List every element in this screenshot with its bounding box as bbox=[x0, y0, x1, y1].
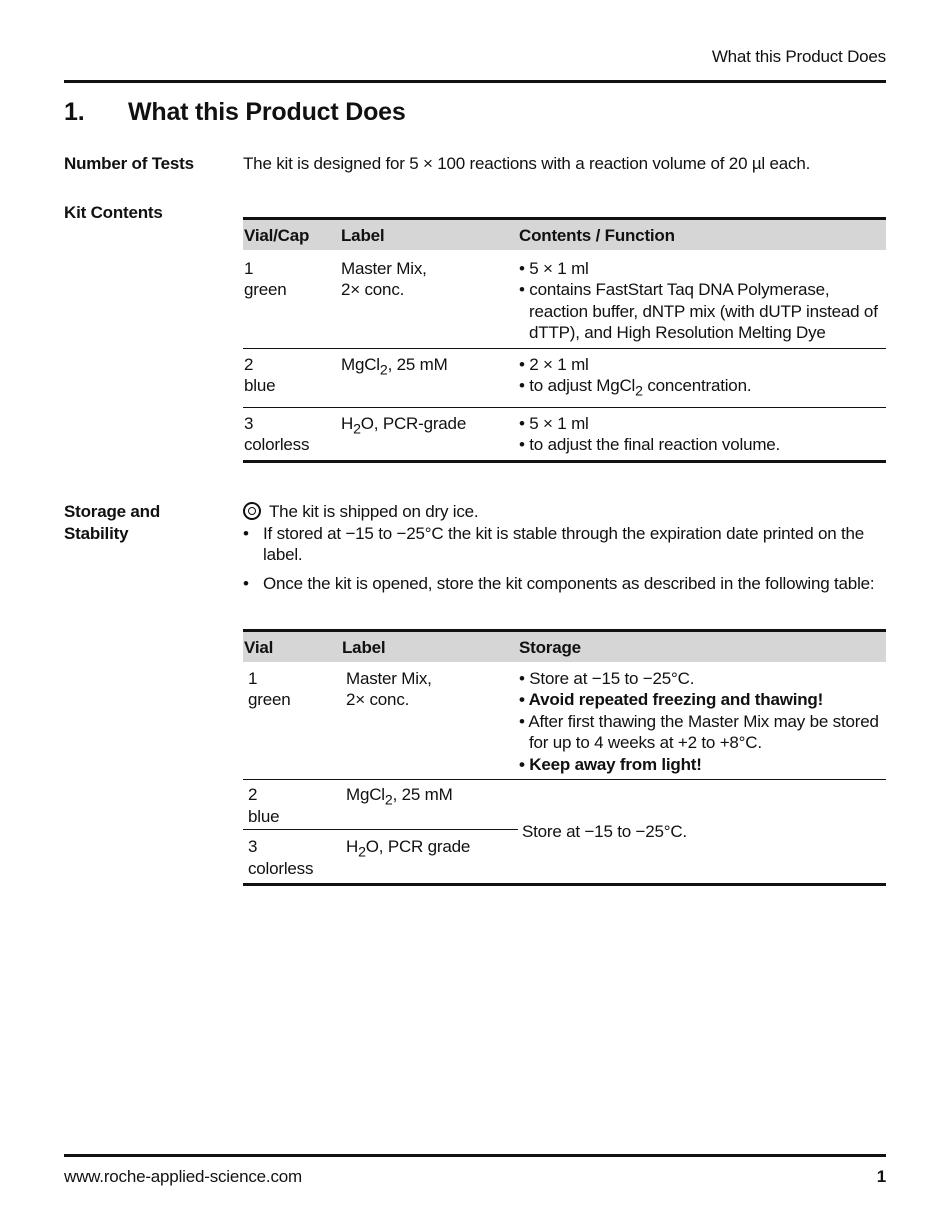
storage-bullet: • Once the kit is opened, store the kit components as described in the following table: bbox=[243, 573, 886, 595]
vial-number: 2 bbox=[244, 354, 254, 374]
storage-label-line: Stability bbox=[64, 523, 129, 543]
storage-table bbox=[243, 629, 886, 886]
kit-contents-table-wrap bbox=[243, 217, 886, 463]
label-part: H bbox=[341, 413, 354, 433]
magnifier-icon bbox=[243, 502, 261, 520]
content-item: • 5 × 1 ml bbox=[519, 258, 886, 280]
label-text bbox=[341, 830, 518, 885]
number-of-tests-label: Number of Tests bbox=[64, 154, 194, 173]
label-part: H bbox=[346, 837, 359, 856]
content-item: • to adjust the final reaction volume. bbox=[519, 434, 886, 456]
storage-text bbox=[243, 501, 886, 594]
col-header: Contents / Function bbox=[518, 219, 886, 250]
label-subscript: 2 bbox=[384, 792, 393, 809]
col-header: Label bbox=[341, 631, 518, 662]
section-number: 1. bbox=[64, 98, 85, 126]
label-text: Master Mix, bbox=[341, 258, 427, 278]
content-item bbox=[519, 375, 886, 403]
cap-color: blue bbox=[248, 806, 280, 826]
table-header bbox=[243, 631, 886, 662]
label-part: MgCl bbox=[341, 354, 380, 374]
vial-number: 3 bbox=[248, 837, 258, 856]
kit-contents-table bbox=[243, 217, 886, 463]
vial-number: 1 bbox=[244, 258, 254, 278]
storage-item: • After first thawing the Master Mix may be stored for up to 4 weeks at +2 to +8°C. bbox=[519, 711, 886, 754]
table-header bbox=[243, 219, 886, 250]
label-text bbox=[340, 348, 518, 407]
label-text bbox=[341, 780, 518, 830]
storage-warning: • Keep away from light! bbox=[519, 754, 886, 776]
vial-number: 3 bbox=[244, 413, 254, 433]
shared-storage: Store at −15 to −25°C. bbox=[522, 822, 687, 842]
cap-color: colorless bbox=[248, 858, 314, 878]
header-rule bbox=[64, 80, 886, 83]
page-number: 1 bbox=[876, 1167, 886, 1186]
vial-number: 1 bbox=[248, 668, 258, 688]
storage-item: • Store at −15 to −25°C. bbox=[519, 668, 886, 690]
label-part: O, PCR grade bbox=[365, 837, 471, 856]
content-item: • 2 × 1 ml bbox=[519, 354, 886, 376]
subscript: 2 bbox=[635, 383, 643, 400]
label-text: Master Mix, bbox=[346, 668, 432, 688]
text-part: to adjust MgCl bbox=[529, 376, 636, 395]
label-part: O, PCR-grade bbox=[360, 413, 467, 433]
vial-number: 2 bbox=[248, 785, 258, 804]
content-item: • 5 × 1 ml bbox=[519, 413, 886, 435]
label-subscript: 2 bbox=[358, 844, 366, 861]
storage-bullet: • If stored at −15 to −25°C the kit is stable through the expiration date printed on the label. bbox=[243, 523, 886, 566]
footer-url[interactable]: www.roche-applied-science.com bbox=[64, 1167, 302, 1186]
col-header: Label bbox=[340, 219, 518, 250]
label-subscript: 2 bbox=[379, 361, 388, 378]
storage-note: The kit is shipped on dry ice. bbox=[269, 502, 479, 521]
running-header: What this Product Does bbox=[711, 47, 886, 66]
footer-rule bbox=[64, 1154, 886, 1157]
table-row bbox=[243, 662, 886, 780]
table-row bbox=[243, 348, 886, 407]
label-text: 2× conc. bbox=[341, 280, 405, 299]
cap-color: green bbox=[248, 690, 291, 709]
cap-color: blue bbox=[244, 376, 276, 395]
storage-label-line: Storage and bbox=[64, 502, 161, 521]
cap-color: colorless bbox=[244, 435, 310, 455]
label-text bbox=[340, 407, 518, 461]
number-of-tests-text: The kit is designed for 5 × 100 reactions with a reaction volume of 20 µl each. bbox=[243, 154, 811, 173]
storage-table-wrap bbox=[243, 629, 886, 886]
label-part: , 25 mM bbox=[392, 785, 453, 804]
label-subscript: 2 bbox=[353, 421, 361, 438]
col-header: Storage bbox=[518, 631, 886, 662]
storage-label bbox=[64, 501, 160, 544]
label-part: MgCl bbox=[346, 785, 385, 804]
section-title-text: What this Product Does bbox=[128, 98, 406, 126]
col-header: Vial bbox=[243, 631, 341, 662]
label-text: 2× conc. bbox=[346, 690, 410, 709]
kit-contents-label: Kit Contents bbox=[64, 203, 163, 222]
content-item: • contains FastStart Taq DNA Polymerase, reaction buffer, dNTP mix (with dUTP instead of dTTP), and High Resolution Melting Dye bbox=[519, 279, 886, 344]
table-row bbox=[243, 250, 886, 349]
col-header: Vial/Cap bbox=[243, 219, 340, 250]
table-row bbox=[243, 407, 886, 461]
table-row bbox=[243, 780, 886, 830]
storage-warning: • Avoid repeated freezing and thawing! bbox=[519, 689, 886, 711]
section-title bbox=[64, 96, 406, 128]
label-part: , 25 mM bbox=[387, 354, 448, 374]
text-part: concentration. bbox=[642, 376, 752, 395]
cap-color: green bbox=[244, 280, 287, 299]
